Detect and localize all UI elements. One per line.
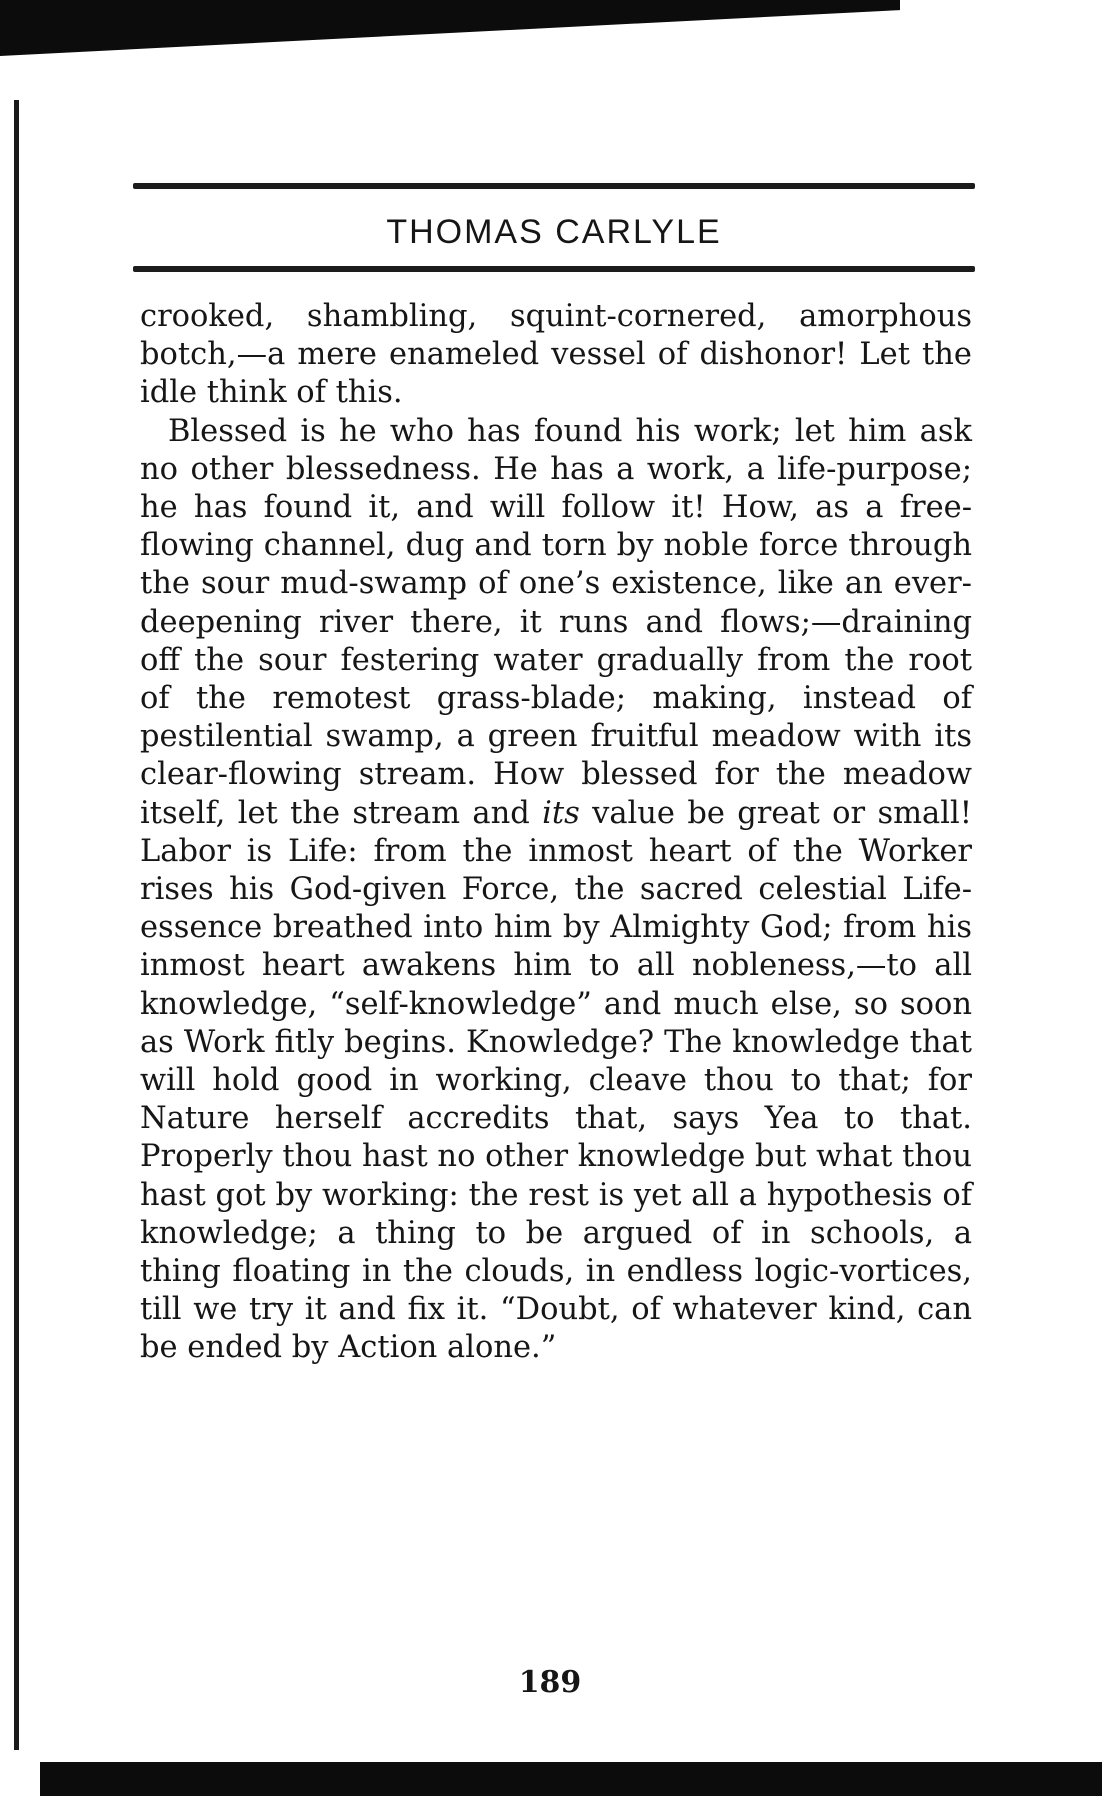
text-segment: crooked, shambling, squint-cornered, amorphous botch,—a mere enameled vessel of dishonor! Let the idle think of this. xyxy=(140,299,972,411)
scan-border-left xyxy=(14,100,19,1750)
paragraph-blessed-work xyxy=(140,413,972,1368)
scan-border-bottom xyxy=(40,1762,1102,1796)
scan-border-top xyxy=(0,0,900,56)
header-rule-bottom xyxy=(133,266,975,272)
paragraph-continuation xyxy=(140,298,972,413)
header-rule-top xyxy=(133,183,975,189)
running-head: THOMAS CARLYLE xyxy=(386,213,722,251)
text-segment: value be great or small! Labor is Life: from the inmost heart of the Worker rises his God-given Force, the sacred celestial Life-essence breathed into him by Almighty God; from his inmost heart awakens him to all nobleness,—to all knowledge, “self-knowledge” and much else, so soon as Work fitly begins. Knowledge? The knowledge that will hold good in working, cleave thou to that; for Nature herself accredits that, says Yea to that. Properly thou hast no other knowledge but what thou hast got by working: the rest is yet all a hypothesis of knowledge; a thing to be argued of in schools, a thing floating in the clouds, in endless logic-vortices, till we try it and fix it. “Doubt, of whatever kind, can be ended by Action alone.” xyxy=(140,795,972,1366)
page-number: 189 xyxy=(518,1665,582,1700)
italic-emphasis: its xyxy=(542,795,580,831)
text-segment: Blessed is he who has found his work; let him ask no other blessedness. He has a work, a life-purpose; he has found it, and will follow it! How, as a free-flowing channel, dug and torn by noble force through the sour mud-swamp of one’s existence, like an ever-deepening river there, it runs and flows;—draining off the sour festering water gradually from the root of the remotest grass-blade; making, instead of pestilential swamp, a green fruitful meadow with its clear-flowing stream. How blessed for the meadow itself, let the stream and xyxy=(140,413,972,831)
body-text xyxy=(140,298,972,1368)
